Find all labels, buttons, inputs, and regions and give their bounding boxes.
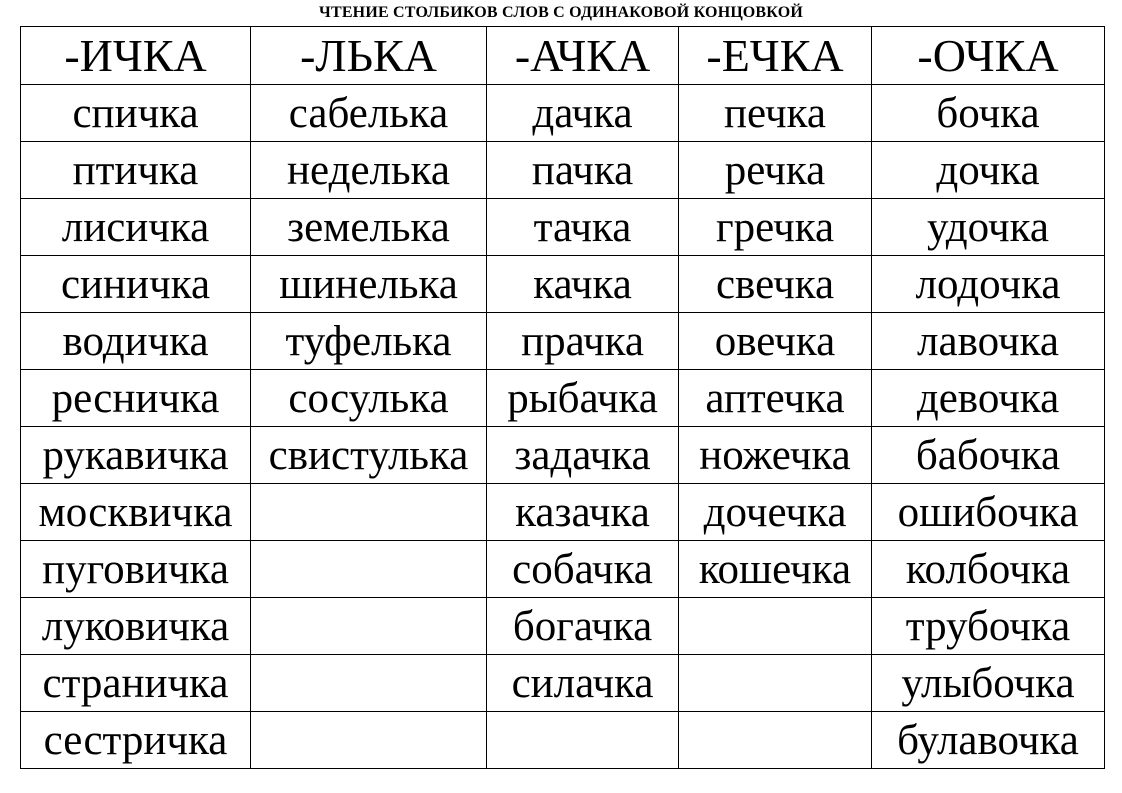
word-cell <box>487 85 679 142</box>
word: качка <box>533 260 632 308</box>
word-cell <box>487 313 679 370</box>
word-cell <box>21 484 251 541</box>
word: прачка <box>521 317 644 365</box>
word: задачка <box>514 431 651 479</box>
word-cell <box>487 142 679 199</box>
word: бочка <box>936 89 1040 137</box>
column-header-echka: -ЕЧКА <box>679 27 872 85</box>
table-row <box>21 370 1105 427</box>
word-columns-table <box>20 26 1105 769</box>
word: колбочка <box>905 545 1071 593</box>
table-row <box>21 598 1105 655</box>
word-cell <box>21 655 251 712</box>
table-row <box>21 85 1105 142</box>
table-row <box>21 427 1105 484</box>
word: сестричка <box>43 716 228 764</box>
word-cell <box>679 484 872 541</box>
word: неделька <box>287 146 450 194</box>
word: сабелька <box>288 89 449 137</box>
word-cell <box>872 85 1105 142</box>
word-cell <box>251 142 487 199</box>
word-cell <box>487 541 679 598</box>
word-cell <box>21 427 251 484</box>
word-cell <box>251 427 487 484</box>
word: собачка <box>512 545 653 593</box>
word-cell <box>872 199 1105 256</box>
word-cell <box>21 541 251 598</box>
word-cell <box>251 370 487 427</box>
word-cell <box>251 256 487 313</box>
word-cell <box>872 541 1105 598</box>
word: улыбочка <box>901 659 1075 707</box>
word: ошибочка <box>897 488 1079 536</box>
word: рыбачка <box>507 374 658 422</box>
word: бабочка <box>915 431 1061 479</box>
word-cell <box>251 655 487 712</box>
word-cell <box>872 370 1105 427</box>
word: лодочка <box>915 260 1061 308</box>
word-cell <box>487 655 679 712</box>
word: туфелька <box>285 317 452 365</box>
word-cell <box>251 598 487 655</box>
word-cell <box>872 655 1105 712</box>
column-header-achka: -АЧКА <box>487 27 679 85</box>
word: казачка <box>515 488 650 536</box>
word-cell <box>487 712 679 769</box>
word-cell <box>487 199 679 256</box>
word: ресничка <box>51 374 220 422</box>
word-cell <box>251 541 487 598</box>
table-row <box>21 313 1105 370</box>
word: птичка <box>72 146 199 194</box>
word: свистулька <box>268 431 469 479</box>
word-cell <box>679 427 872 484</box>
table-row <box>21 256 1105 313</box>
word-cell <box>487 484 679 541</box>
word-cell <box>251 484 487 541</box>
word-cell <box>679 712 872 769</box>
table-row <box>21 142 1105 199</box>
word-cell <box>21 85 251 142</box>
word: богачка <box>512 602 653 650</box>
word-cell <box>487 256 679 313</box>
word-cell <box>872 598 1105 655</box>
word-cell <box>21 313 251 370</box>
page-title: ЧТЕНИЕ СТОЛБИКОВ СЛОВ С ОДИНАКОВОЙ КОНЦОВКОЙ <box>319 4 803 21</box>
word-cell <box>487 427 679 484</box>
word: земелька <box>287 203 450 251</box>
word-cell <box>872 484 1105 541</box>
word-cell <box>679 541 872 598</box>
word: тачка <box>533 203 632 251</box>
word: ножечка <box>699 431 851 479</box>
column-header-lka: -ЛЬКА <box>251 27 487 85</box>
table-row <box>21 484 1105 541</box>
word: дачка <box>532 89 633 137</box>
word: кошечка <box>698 545 852 593</box>
word: страничка <box>42 659 229 707</box>
word: дочечка <box>703 488 847 536</box>
word-cell <box>251 199 487 256</box>
word-cell <box>251 313 487 370</box>
word: овечка <box>714 317 836 365</box>
word: трубочка <box>905 602 1071 650</box>
word-cell <box>679 256 872 313</box>
word-cell <box>679 142 872 199</box>
word: аптечка <box>705 374 845 422</box>
word-cell <box>679 655 872 712</box>
word-cell <box>21 199 251 256</box>
word-cell <box>21 598 251 655</box>
column-header-ichka: -ИЧКА <box>21 27 251 85</box>
table-row <box>21 541 1105 598</box>
word-cell <box>251 712 487 769</box>
word-cell <box>21 712 251 769</box>
word: булавочка <box>897 716 1079 764</box>
word: водичка <box>62 317 209 365</box>
word: сосулька <box>288 374 449 422</box>
word-cell <box>251 85 487 142</box>
word: лавочка <box>917 317 1059 365</box>
word-cell <box>679 313 872 370</box>
table-row <box>21 655 1105 712</box>
word: силачка <box>511 659 654 707</box>
word: речка <box>724 146 826 194</box>
word: печка <box>724 89 826 137</box>
word: спичка <box>72 89 199 137</box>
word: москвичка <box>38 488 233 536</box>
word-cell <box>679 598 872 655</box>
word-cell <box>21 370 251 427</box>
word: дочка <box>936 146 1040 194</box>
word-cell <box>679 370 872 427</box>
word-cell <box>872 313 1105 370</box>
word-cell <box>679 199 872 256</box>
header-row <box>21 27 1105 85</box>
word-cell <box>21 142 251 199</box>
table-row <box>21 199 1105 256</box>
word: луковичка <box>41 602 230 650</box>
word-cell <box>21 256 251 313</box>
word-cell <box>872 427 1105 484</box>
word: удочка <box>926 203 1049 251</box>
word-cell <box>487 598 679 655</box>
word: синичка <box>60 260 211 308</box>
word-cell <box>872 142 1105 199</box>
word: шинелька <box>279 260 458 308</box>
word: девочка <box>916 374 1060 422</box>
column-header-ochka: -ОЧКА <box>872 27 1105 85</box>
word: пуговичка <box>42 545 229 593</box>
word: рукавичка <box>42 431 229 479</box>
word: гречка <box>715 203 835 251</box>
word: лисичка <box>61 203 210 251</box>
word-cell <box>872 256 1105 313</box>
word-cell <box>679 85 872 142</box>
word-cell <box>487 370 679 427</box>
table-row <box>21 712 1105 769</box>
word: свечка <box>715 260 835 308</box>
word-cell <box>872 712 1105 769</box>
word: пачка <box>531 146 634 194</box>
